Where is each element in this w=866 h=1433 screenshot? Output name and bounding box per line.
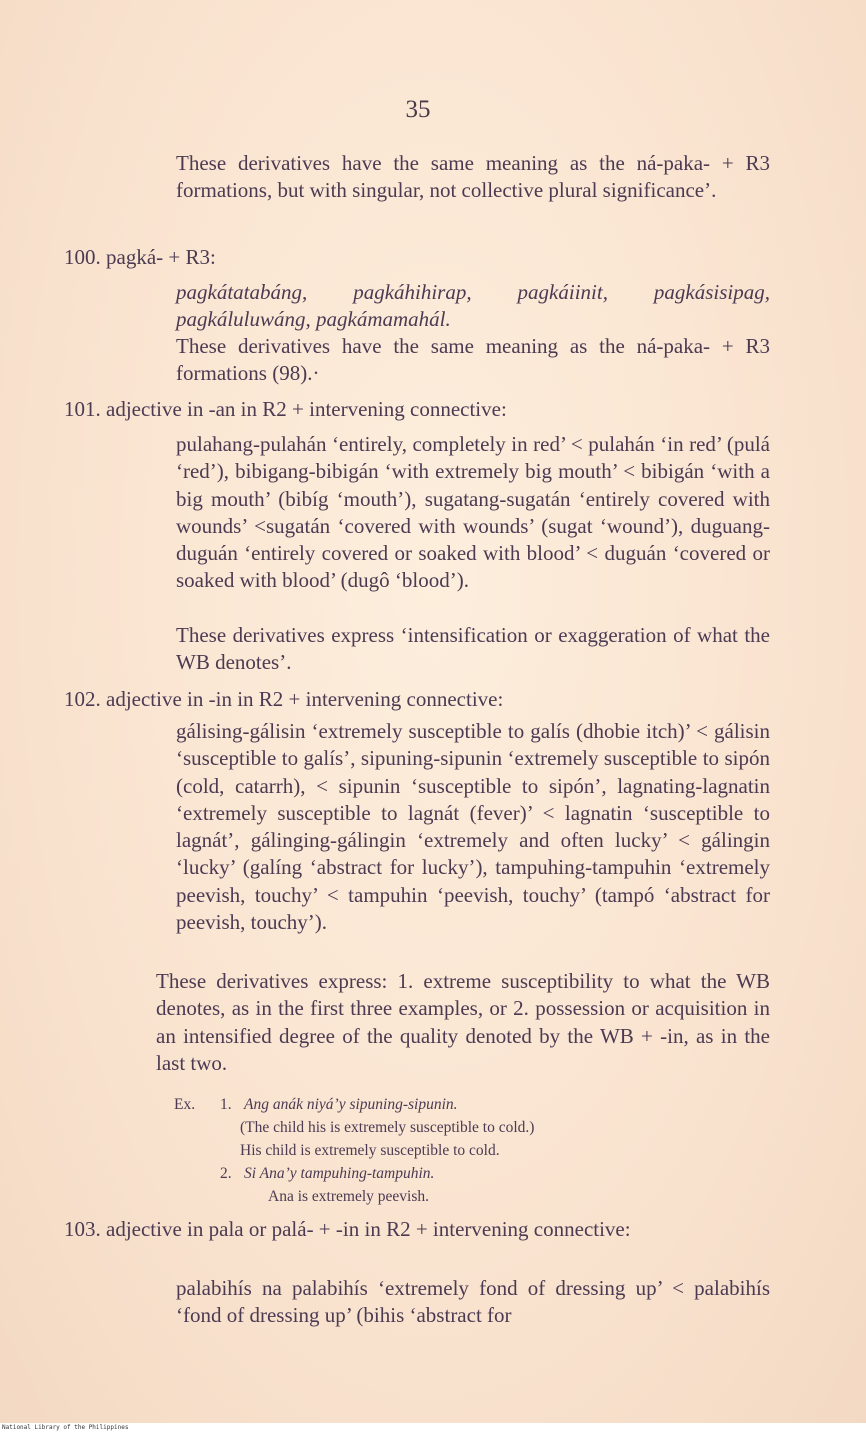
example-2-translation: Ana is extremely peevish. <box>268 1188 429 1205</box>
section-103-heading: 103. adjective in pala or palá- + -in in R2 + intervening connective: <box>64 1217 631 1241</box>
example-1-number: 1. <box>220 1096 232 1113</box>
example-1-tagalog: Ang anák niyá’y sipuning-sipunin. <box>244 1096 458 1113</box>
intro-text: These derivatives have the same meaning as the ná-paka- + R3 formations, but with singular, not collective plural significance’. <box>176 151 770 203</box>
example-1-literal: (The child his is extremely susceptible to cold.) <box>240 1119 535 1136</box>
example-label: Ex. <box>174 1096 196 1113</box>
footer-credit: National Library of the Philippines <box>2 1424 129 1431</box>
section-103-text: palabihís na palabihís ‘extremely fond of dressing up’ < palabihís ‘fond of dressing up’ (bihis ‘abstract for <box>176 1276 770 1328</box>
section-101-heading: 101. adjective in -an in R2 + intervening connective: <box>64 397 507 421</box>
section-101-note: These derivatives express ‘intensification or exaggeration of what the WB denotes’. <box>176 623 770 675</box>
example-2-number: 2. <box>220 1165 232 1182</box>
section-101-text: pulahang-pulahán ‘entirely, completely in red’ < pulahán ‘in red’ (pulá ‘red’), bibigang-bibigán ‘with extremely big mouth’ < bibigán ‘with a big mouth’ (bibíg ‘mouth’), sugatang-sugatán ‘entirely covered with wounds’ <sugatán ‘covered with wounds’ (sugat ‘wound’), duguang-duguán ‘entirely covered or soaked with blood’ < duguán ‘covered or soaked with blood’ (dugô ‘blood’). <box>176 432 770 593</box>
section-100-examples: pagkátatabáng, pagkáhihirap, pagkáiinit, pagkásisipag, pagkáluluwáng, pagkámamahál. <box>176 280 770 332</box>
page-number: 35 <box>405 96 431 123</box>
section-102-heading: 102. adjective in -in in R2 + intervening connective: <box>64 687 504 711</box>
intro-paragraph <box>176 150 770 205</box>
section-100-heading: 100. pagká- + R3: <box>64 245 216 269</box>
section-102-note: These derivatives express: 1. extreme susceptibility to what the WB denotes, as in the first three examples, or 2. possession or acquisition in an intensified degree of the quality denoted by the WB + -in, as in the last two. <box>156 969 770 1075</box>
example-2-tagalog: Si Ana’y tampuhing-tampuhin. <box>244 1165 435 1182</box>
section-102-text: gálising-gálisin ‘extremely susceptible to galís (dhobie itch)’ < gálisin ‘susceptible to galís’, sipuning-sipunin ‘extremely susceptible to sipón (cold, catarrh), < sipunin ‘susceptible to sipón’, lagnating-lagnatin ‘extremely susceptible to lagnát (fever)’ < lagnatin ‘susceptible to lagnát’, gálinging-gálingin ‘extremely and often lucky’ < gálingin ‘lucky’ (galíng ‘abstract for lucky’), tampuhing-tampuhin ‘extremely peevish, touchy’ < tampuhin ‘peevish, touchy’ (tampó ‘abstract for peevish, touchy’). <box>176 719 770 935</box>
footer-bar <box>0 1423 866 1433</box>
section-100-note: These derivatives have the same meaning as the ná-paka- + R3 formations (98).· <box>176 334 770 386</box>
example-1-translation: His child is extremely susceptible to cold. <box>240 1142 500 1159</box>
